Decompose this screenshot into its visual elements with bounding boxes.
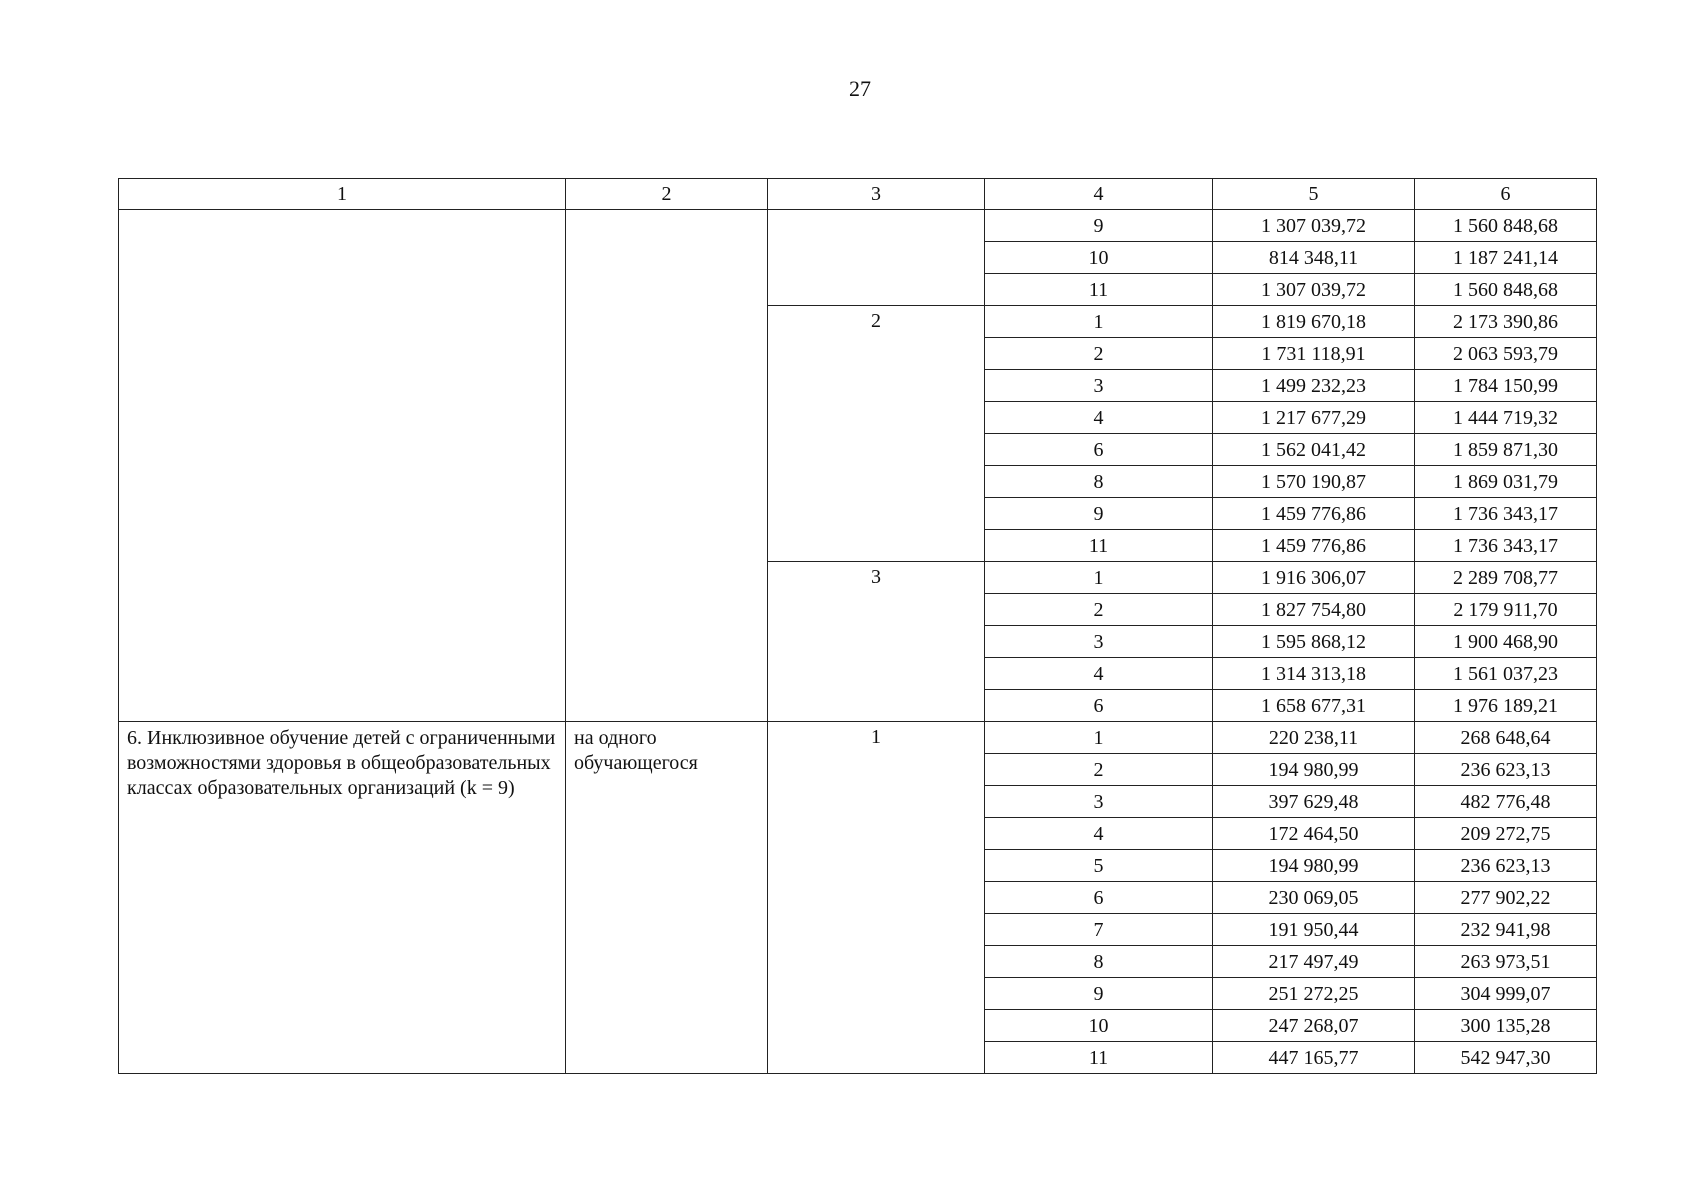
header-row (119, 179, 1597, 210)
group-number-cell: 3 (985, 626, 1213, 658)
value-col6-cell: 1 736 343,17 (1415, 530, 1597, 562)
value-col5-cell: 1 916 306,07 (1213, 562, 1415, 594)
group-number-cell: 5 (985, 850, 1213, 882)
page-number: 27 (849, 76, 871, 101)
value-col5-cell: 814 348,11 (1213, 242, 1415, 274)
subgroup-cell: 3 (768, 562, 985, 722)
value-col6-cell: 2 289 708,77 (1415, 562, 1597, 594)
value-col6-cell: 1 976 189,21 (1415, 690, 1597, 722)
group-number-cell: 1 (985, 306, 1213, 338)
group-number-cell: 1 (985, 722, 1213, 754)
description-cell (119, 210, 566, 722)
value-col5-cell: 1 307 039,72 (1213, 210, 1415, 242)
value-col5-cell: 1 307 039,72 (1213, 274, 1415, 306)
value-col6-cell: 263 973,51 (1415, 946, 1597, 978)
subgroup-cell: 1 (768, 722, 985, 1074)
value-col6-cell: 2 179 911,70 (1415, 594, 1597, 626)
value-col6-cell: 1 560 848,68 (1415, 210, 1597, 242)
group-number-cell: 8 (985, 946, 1213, 978)
value-col5-cell: 217 497,49 (1213, 946, 1415, 978)
value-col5-cell: 1 595 868,12 (1213, 626, 1415, 658)
value-col6-cell: 542 947,30 (1415, 1042, 1597, 1074)
group-number-cell: 3 (985, 370, 1213, 402)
value-col5-cell: 1 459 776,86 (1213, 498, 1415, 530)
group-number-cell: 10 (985, 242, 1213, 274)
value-col6-cell: 268 648,64 (1415, 722, 1597, 754)
value-col6-cell: 2 173 390,86 (1415, 306, 1597, 338)
group-number-cell: 6 (985, 434, 1213, 466)
table-row (119, 722, 1597, 754)
value-col5-cell: 447 165,77 (1213, 1042, 1415, 1074)
header-cell-4: 4 (985, 179, 1213, 210)
value-col5-cell: 194 980,99 (1213, 754, 1415, 786)
value-col5-cell: 1 499 232,23 (1213, 370, 1415, 402)
value-col5-cell: 1 827 754,80 (1213, 594, 1415, 626)
value-col5-cell: 191 950,44 (1213, 914, 1415, 946)
header-cell-6: 6 (1415, 179, 1597, 210)
group-number-cell: 11 (985, 530, 1213, 562)
value-col6-cell: 2 063 593,79 (1415, 338, 1597, 370)
header-cell-2: 2 (566, 179, 768, 210)
description-cell: 6. Инклюзивное обучение детей с ограниченными возможностями здоровья в общеобразовательных классах образовательных организаций (k = 9) (119, 722, 566, 1074)
value-col6-cell: 1 869 031,79 (1415, 466, 1597, 498)
group-number-cell: 2 (985, 594, 1213, 626)
group-number-cell: 4 (985, 818, 1213, 850)
group-number-cell: 1 (985, 562, 1213, 594)
unit-cell: на одного обучающегося (566, 722, 768, 1074)
value-col6-cell: 236 623,13 (1415, 754, 1597, 786)
value-col5-cell: 1 570 190,87 (1213, 466, 1415, 498)
value-col6-cell: 236 623,13 (1415, 850, 1597, 882)
value-col6-cell: 277 902,22 (1415, 882, 1597, 914)
value-col6-cell: 209 272,75 (1415, 818, 1597, 850)
value-col5-cell: 1 819 670,18 (1213, 306, 1415, 338)
value-col5-cell: 194 980,99 (1213, 850, 1415, 882)
group-number-cell: 3 (985, 786, 1213, 818)
group-number-cell: 8 (985, 466, 1213, 498)
value-col6-cell: 1 444 719,32 (1415, 402, 1597, 434)
value-col6-cell: 1 859 871,30 (1415, 434, 1597, 466)
group-number-cell: 9 (985, 210, 1213, 242)
value-col6-cell: 304 999,07 (1415, 978, 1597, 1010)
value-col6-cell: 1 187 241,14 (1415, 242, 1597, 274)
value-col6-cell: 1 900 468,90 (1415, 626, 1597, 658)
value-col5-cell: 1 731 118,91 (1213, 338, 1415, 370)
table-body (119, 179, 1597, 1074)
value-col6-cell: 232 941,98 (1415, 914, 1597, 946)
value-col6-cell: 1 561 037,23 (1415, 658, 1597, 690)
group-number-cell: 11 (985, 1042, 1213, 1074)
value-col5-cell: 1 314 313,18 (1213, 658, 1415, 690)
value-col5-cell: 220 238,11 (1213, 722, 1415, 754)
group-number-cell: 2 (985, 754, 1213, 786)
group-number-cell: 2 (985, 338, 1213, 370)
group-number-cell: 6 (985, 690, 1213, 722)
group-number-cell: 7 (985, 914, 1213, 946)
value-col6-cell: 482 776,48 (1415, 786, 1597, 818)
value-col6-cell: 1 560 848,68 (1415, 274, 1597, 306)
table-row (119, 210, 1597, 242)
value-col5-cell: 247 268,07 (1213, 1010, 1415, 1042)
value-col5-cell: 397 629,48 (1213, 786, 1415, 818)
group-number-cell: 10 (985, 1010, 1213, 1042)
group-number-cell: 6 (985, 882, 1213, 914)
value-col6-cell: 300 135,28 (1415, 1010, 1597, 1042)
value-col5-cell: 1 459 776,86 (1213, 530, 1415, 562)
header-cell-5: 5 (1213, 179, 1415, 210)
value-col5-cell: 1 562 041,42 (1213, 434, 1415, 466)
group-number-cell: 11 (985, 274, 1213, 306)
tariff-table (118, 178, 1597, 1074)
value-col5-cell: 1 217 677,29 (1213, 402, 1415, 434)
group-number-cell: 9 (985, 978, 1213, 1010)
header-cell-3: 3 (768, 179, 985, 210)
value-col6-cell: 1 784 150,99 (1415, 370, 1597, 402)
group-number-cell: 4 (985, 402, 1213, 434)
header-cell-1: 1 (119, 179, 566, 210)
group-number-cell: 4 (985, 658, 1213, 690)
group-number-cell: 9 (985, 498, 1213, 530)
value-col5-cell: 230 069,05 (1213, 882, 1415, 914)
value-col5-cell: 172 464,50 (1213, 818, 1415, 850)
subgroup-cell: 2 (768, 306, 985, 562)
value-col5-cell: 1 658 677,31 (1213, 690, 1415, 722)
value-col5-cell: 251 272,25 (1213, 978, 1415, 1010)
value-col6-cell: 1 736 343,17 (1415, 498, 1597, 530)
unit-cell (566, 210, 768, 722)
subgroup-cell (768, 210, 985, 306)
